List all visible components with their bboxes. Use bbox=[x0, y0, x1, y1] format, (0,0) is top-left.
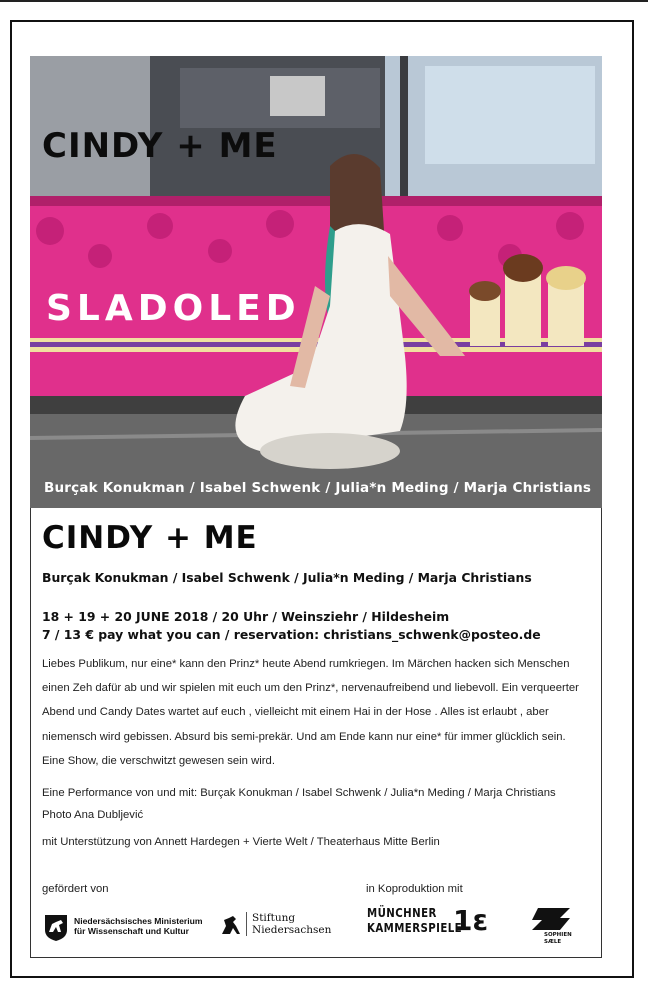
dates-line: 18 + 19 + 20 JUNE 2018 / 20 Uhr / Weinsziehr / Hildesheim bbox=[42, 609, 450, 624]
stiftung-line-2: Niedersachsen bbox=[252, 924, 332, 936]
ministry-logo bbox=[44, 912, 214, 944]
sophiensaele-logo bbox=[530, 906, 578, 950]
photo-illustration bbox=[30, 56, 602, 508]
price-line: 7 / 13 € pay what you can / reservation: christians_schwenk@posteo.de bbox=[42, 627, 541, 642]
description-line: Abend und Candy Dates wartet auf euch , vielleicht mit einem Hai in der Hose . Alles ist erlaubt , aber bbox=[42, 706, 549, 719]
top-rule bbox=[0, 0, 648, 2]
stiftung-logo bbox=[220, 910, 340, 944]
description-line: niemensch wird gebissen. Absurd bis semi-prekär. Und am Ende kann nur eine* für immer glücklich sein. bbox=[42, 730, 566, 743]
photo-credits: Burçak Konukman / Isabel Schwenk / Julia*n Meding / Marja Christians bbox=[44, 480, 592, 496]
sophiensaele-mark-icon bbox=[530, 906, 574, 932]
description-line: Liebes Publikum, nur eine* kann den Prinz* heute Abend rumkriegen. Im Märchen hacken sich Menschen bbox=[42, 658, 570, 670]
sign-text: SLADOLED bbox=[46, 288, 301, 329]
mk-mark-icon: 1ε bbox=[453, 904, 489, 937]
performance-credit: Eine Performance von und mit: Burçak Konukman / Isabel Schwenk / Julia*n Meding / Marja Christians bbox=[42, 787, 556, 799]
photo-credit: Photo Ana Dubljević bbox=[42, 809, 144, 821]
support-line: mit Unterstützung von Annett Hardegen + Vierte Welt / Theaterhaus Mitte Berlin bbox=[42, 836, 440, 848]
ministry-crest-icon bbox=[44, 914, 68, 942]
funded-label: gefördert von bbox=[42, 883, 109, 895]
photo-title: CINDY + ME bbox=[42, 126, 278, 166]
description bbox=[42, 652, 592, 773]
artists-line: Burçak Konukman / Isabel Schwenk / Julia*n Meding / Marja Christians bbox=[42, 570, 532, 585]
stiftung-line-1: Stiftung bbox=[252, 912, 296, 924]
horse-icon bbox=[220, 914, 242, 938]
hero-photo bbox=[30, 56, 602, 508]
coproduction-label: in Koproduktion mit bbox=[366, 883, 463, 895]
description-line: einen Zeh dafür ab und wir spielen mit euch um den Prinz*, nervenaufreibend und liebevoll. Ein verqueerter bbox=[42, 682, 579, 695]
ss-line-2: SÆLE bbox=[544, 939, 562, 945]
ministry-line-1: Niedersächsisches Ministerium bbox=[74, 916, 203, 926]
mk-line-1: MÜNCHNER bbox=[367, 906, 437, 920]
ministry-line-2: für Wissenschaft und Kultur bbox=[74, 926, 189, 936]
mk-line-2: KAMMERSPIELE bbox=[367, 921, 463, 935]
page-title: CINDY + ME bbox=[42, 520, 258, 556]
description-line: Eine Show, die verschwitzt gewesen sein wird. bbox=[42, 754, 275, 767]
ss-line-1: SOPHIEN bbox=[544, 932, 572, 938]
kammerspiele-logo bbox=[367, 904, 487, 944]
